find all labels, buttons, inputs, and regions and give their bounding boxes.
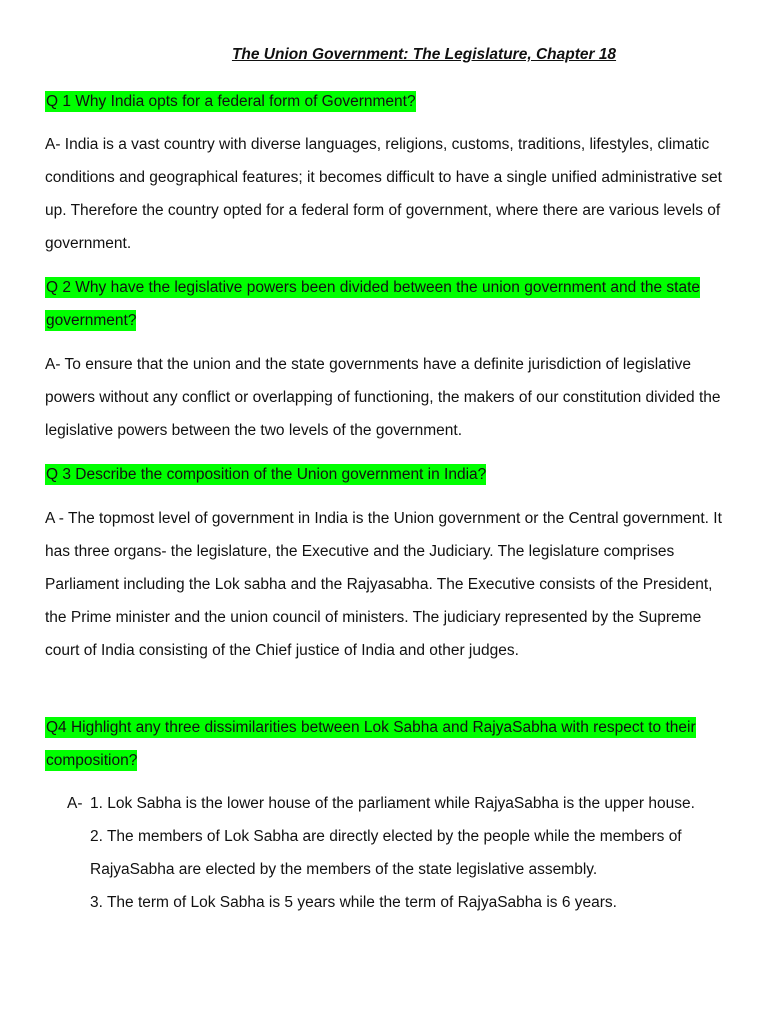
answer-3: A - The topmost level of government in India is the Union government or the Central government. It has three organs- the legislature, the Executive and the Judiciary. The legislature comprises Parliament including the Lok sabha and the Rajyasabha. The Executive consists of the President, the Prime minister and the union council of ministers. The judiciary represented by the Supreme court of India consisting of the Chief justice of India and other judges.	[45, 510, 722, 659]
answer-marker: A-	[67, 795, 83, 812]
page-title: The Union Government: The Legislature, Chapter 18	[231, 46, 617, 63]
list-item-text: 3. The term of Lok Sabha is 5 years while the term of RajyaSabha is 6 years.	[90, 894, 617, 911]
list-item-text: 1. Lok Sabha is the lower house of the parliament while RajyaSabha is the upper house.	[90, 795, 695, 812]
question-1	[45, 85, 735, 118]
answer-4-list	[45, 787, 745, 919]
list-item	[45, 886, 745, 919]
list-item-text: 2. The members of Lok Sabha are directly elected by the people while the members of	[90, 828, 682, 845]
question-1-text: Q 1 Why India opts for a federal form of Government?	[46, 93, 416, 110]
list-item-text: RajyaSabha are elected by the members of the state legislative assembly.	[90, 861, 598, 878]
list-item	[45, 820, 745, 853]
question-4	[45, 711, 735, 777]
question-3	[45, 458, 735, 491]
list-item-continuation	[45, 853, 745, 886]
question-2-text: Q 2 Why have the legislative powers been divided between the union government and the state government?	[46, 279, 700, 329]
answer-2: A- To ensure that the union and the state governments have a definite jurisdiction of legislative powers without any conflict or overlapping of functioning, the makers of our constitution divided the legislative powers between the two levels of the government.	[45, 356, 721, 439]
question-2	[45, 271, 735, 337]
question-3-text: Q 3 Describe the composition of the Union government in India?	[46, 466, 487, 483]
answer-1: A- India is a vast country with diverse languages, religions, customs, traditions, lifestyles, climatic conditions and geographical features; it becomes difficult to have a single unified administrative set up. Therefore the country opted for a federal form of government, where there are various levels of government.	[45, 136, 722, 252]
list-item	[45, 787, 745, 820]
question-4-text: Q4 Highlight any three dissimilarities between Lok Sabha and RajyaSabha with respect to their composition?	[46, 719, 696, 769]
